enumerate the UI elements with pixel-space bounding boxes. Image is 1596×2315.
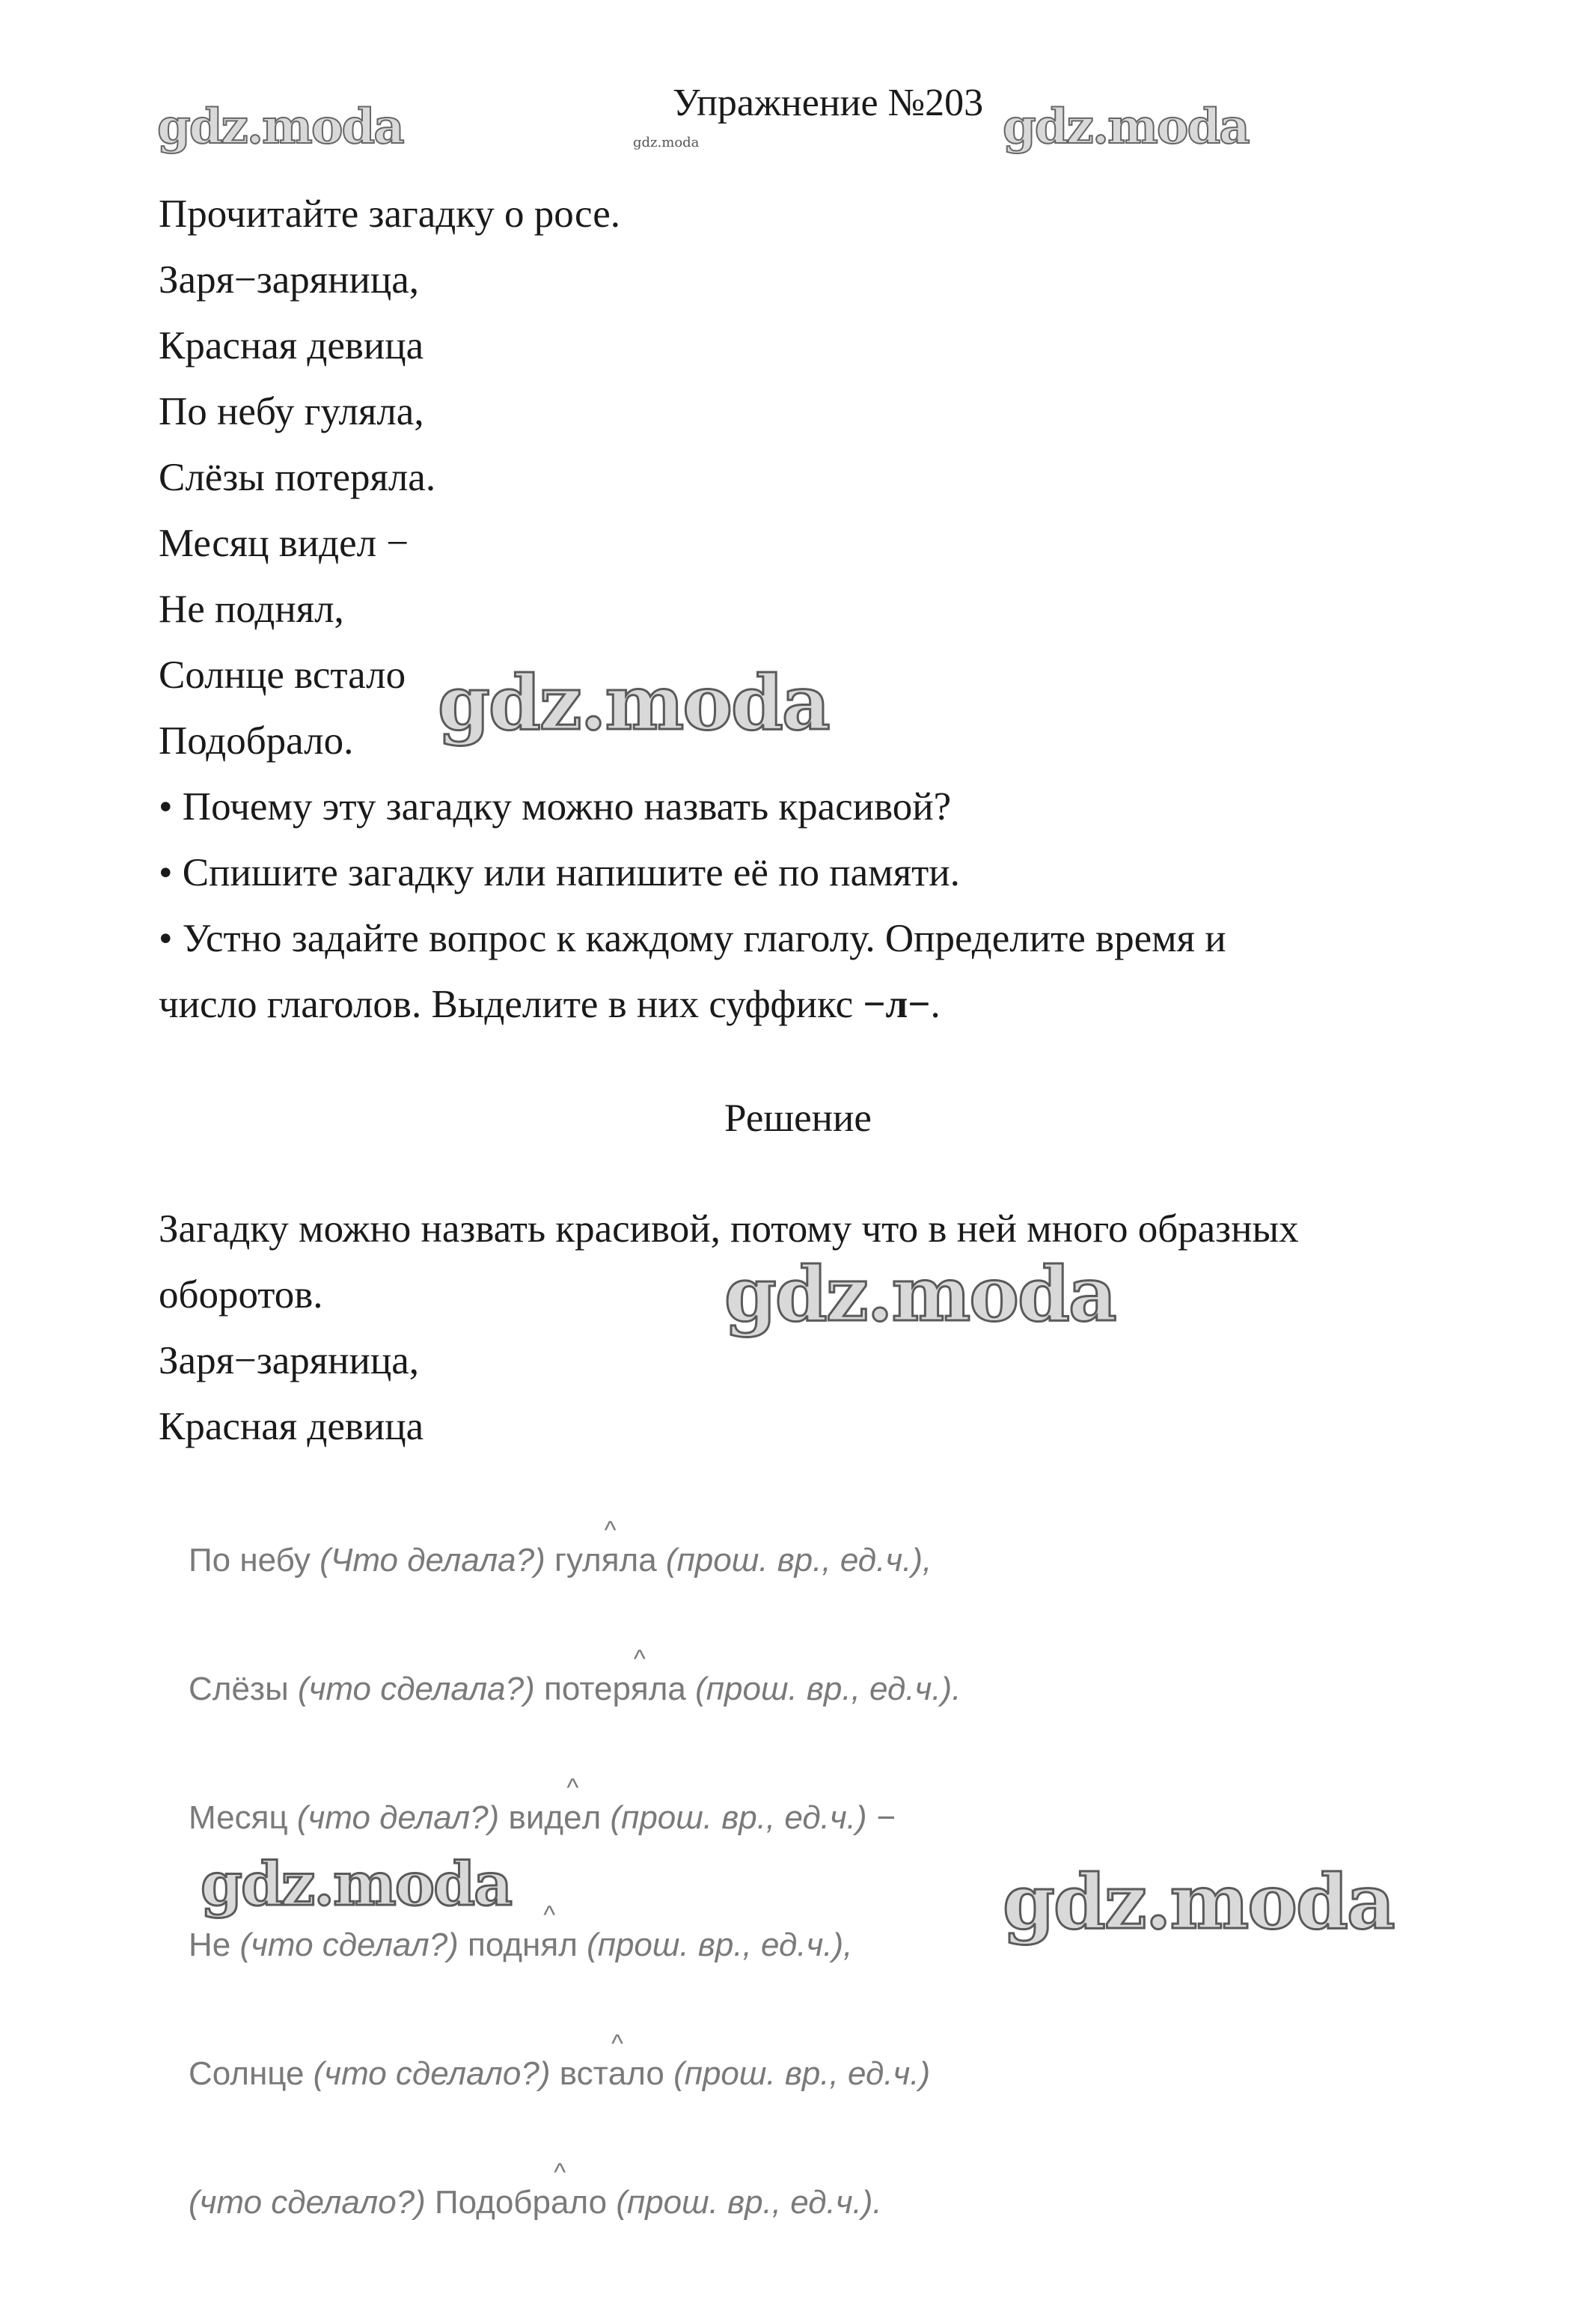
verb-analysis-line: Месяц (что делал?) вид ^ ел (прош. вр., ед.ч.) − — [189, 1774, 896, 1836]
poem-line: Месяц видел − — [159, 522, 409, 565]
watermark: gdz.moda — [1003, 99, 1249, 155]
solution-heading: Решение — [724, 1097, 872, 1140]
watermark: gdz.moda — [438, 659, 829, 747]
watermark: gdz.moda — [201, 1849, 511, 1919]
question-item: • Спишите загадку или напишите её по памяти. — [159, 851, 960, 894]
verb-analysis-line: Солнце (что сделало?) вст ^ ало (прош. вр., ед.ч.) — [189, 2030, 931, 2092]
stress-mark-icon: ^ — [554, 2159, 566, 2187]
stress-mark-icon: ^ — [543, 1901, 556, 1930]
question-item-continued: число глаголов. Выделите в них суффикс −л−. — [159, 983, 941, 1026]
poem-line: Подобрало. — [159, 719, 354, 763]
poem-line: Красная девица — [159, 324, 424, 367]
poem-line: По небу гуляла, — [159, 390, 424, 433]
poem-line: Заря−заряница, — [159, 1339, 420, 1382]
suffix: −л− — [863, 983, 931, 1026]
poem-line: Заря−заряница, — [159, 258, 420, 302]
question-item: • Почему эту загадку можно назвать красивой? — [159, 785, 952, 829]
poem-line: Красная девица — [159, 1405, 424, 1448]
poem-line: Солнце встало — [159, 653, 406, 697]
exercise-title: Упражнение №203 — [672, 82, 984, 124]
verb-analysis-line: По небу (Что делала?) гул ^ яла (прош. вр., ед.ч.), — [189, 1516, 932, 1579]
verb-analysis-line: Слёзы (что сделала?) потер ^ яла (прош. вр., ед.ч.). — [189, 1645, 961, 1707]
stress-mark-icon: ^ — [604, 1516, 617, 1545]
verb-analysis-line: (что сделало?) Подобр ^ ало (прош. вр., ед.ч.). — [189, 2159, 882, 2221]
task-intro: Прочитайте загадку о росе. — [159, 192, 621, 236]
watermark: gdz.moda — [1003, 1858, 1394, 1946]
verb-analysis-line: Не (что сделал?) подн ^ ял (прош. вр., ед.ч.), — [189, 1901, 853, 1963]
poem-line: Не поднял, — [159, 588, 344, 631]
question-item: • Устно задайте вопрос к каждому глаголу. Определите время и — [159, 917, 1226, 960]
watermark: gdz.moda — [157, 99, 403, 155]
answer-text: Загадку можно назвать красивой, потому что в ней много образных — [159, 1207, 1299, 1251]
answer-text: оборотов. — [159, 1273, 323, 1317]
watermark: gdz.moda — [724, 1250, 1116, 1338]
watermark: gdz.moda — [633, 135, 700, 150]
stress-mark-icon: ^ — [566, 1774, 579, 1802]
stress-mark-icon: ^ — [633, 1645, 646, 1674]
poem-line: Слёзы потеряла. — [159, 456, 436, 499]
stress-mark-icon: ^ — [611, 2030, 623, 2058]
